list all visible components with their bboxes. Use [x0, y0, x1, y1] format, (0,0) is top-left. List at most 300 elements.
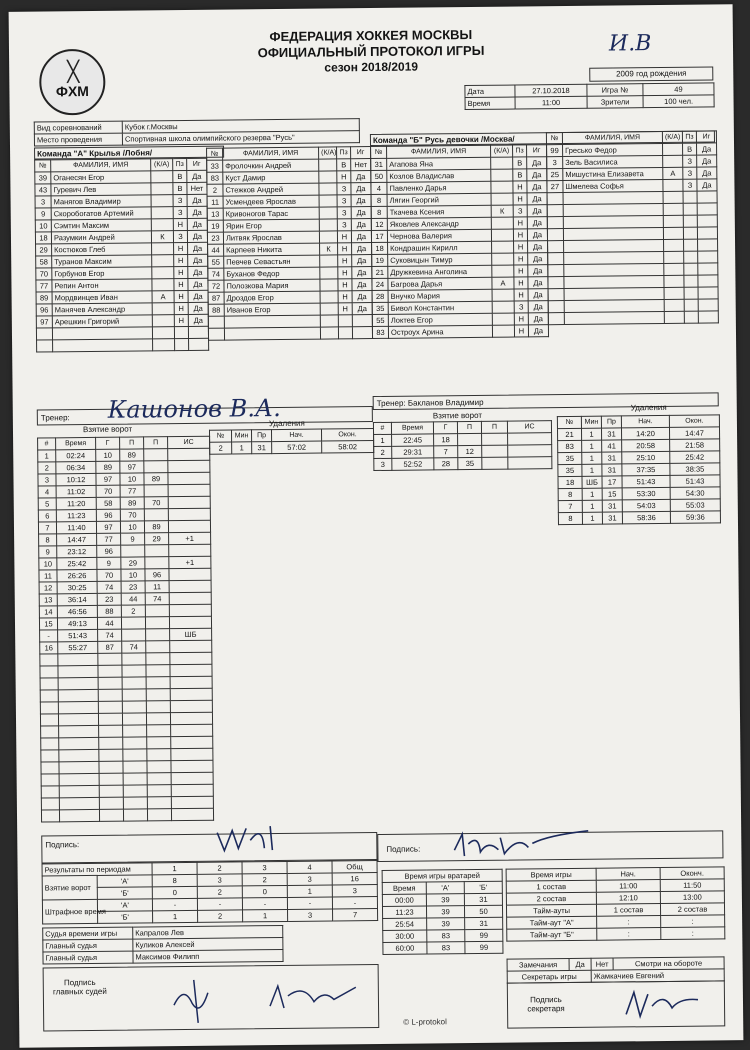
goals-a-cell: 11 — [145, 581, 169, 593]
team-a-right-cell — [320, 315, 338, 327]
goals-a-cell: 74 — [97, 581, 121, 593]
goals-a-cell — [99, 773, 123, 785]
team-b-left-cell: Н — [513, 229, 527, 241]
team-a-right-cell: З — [337, 183, 351, 195]
team-b-left-cell: Чернова Валерия — [387, 229, 491, 242]
team-b-left-cell — [492, 325, 514, 337]
team-b-left-cell — [492, 265, 514, 277]
penalties-b-cell: 51:43 — [670, 475, 720, 488]
secretary-name: Жамкачиев Евгений — [591, 969, 724, 982]
goals-a-cell: 36:14 — [57, 593, 97, 605]
team-b-right-header-cell: Иг — [696, 131, 716, 143]
handwritten-note: И.В — [608, 31, 652, 57]
sign-a-label: Подпись: — [45, 840, 80, 850]
penalties-a-header-cell: № — [209, 430, 231, 442]
goals-a-cell: 70 — [144, 497, 168, 509]
periods-value: 8 — [152, 874, 197, 886]
team-b-right-cell — [548, 241, 564, 253]
goals-a-cell — [171, 772, 213, 784]
team-b-left-header-cell: ФАМИЛИЯ, ИМЯ — [387, 145, 491, 158]
team-a-right-cell: Певчев Севастьян — [224, 255, 320, 268]
team-a-right-header-cell: (К/А) — [319, 147, 337, 159]
goals-a-cell: 89 — [144, 521, 168, 533]
penalties-b-cell: 8 — [558, 488, 582, 500]
team-b-left-cell: Н — [514, 313, 528, 325]
penalties-b-cell: 31 — [602, 452, 622, 464]
team-a-left-cell: 77 — [36, 280, 52, 292]
goals-a-cell — [123, 725, 147, 737]
penalties-b-cell: 41 — [602, 440, 622, 452]
goals-a-cell — [147, 725, 171, 737]
team-a-right-cell: Литвяк Ярослав — [223, 231, 319, 244]
team-a-right-cell: Н — [338, 255, 352, 267]
penalties-b-cell: 17 — [602, 476, 622, 488]
goals-a-cell: 14:47 — [57, 533, 97, 545]
penalties-b-cell: 38:35 — [670, 463, 720, 476]
team-a-left-cell: Манячев Александр — [52, 303, 152, 316]
goals-b-cell: 29:31 — [392, 446, 434, 458]
penalties-b-cell: 1 — [582, 488, 602, 500]
team-a-left-cell: Туранов Максим — [52, 255, 152, 268]
goals-a-cell — [41, 738, 59, 750]
team-a-right-cell — [319, 195, 337, 207]
goals-a-cell — [145, 545, 169, 557]
goals-a-cell — [170, 664, 212, 676]
goals-a-cell: 2 — [121, 605, 145, 617]
team-b-right-cell: Да — [697, 143, 717, 155]
team-a-right-cell — [319, 183, 337, 195]
team-b-left-cell: Дружкевина Анголина — [388, 265, 492, 278]
hockey-sticks-icon: ╳ — [67, 61, 80, 84]
team-b-right-header-cell: Пз — [682, 131, 696, 143]
goals-a-cell — [99, 737, 123, 749]
periods-team: 'А' — [97, 899, 152, 912]
goals-a-cell: - — [40, 630, 58, 642]
goals-a-cell — [122, 713, 146, 725]
team-a-left-cell — [153, 339, 175, 351]
official-name: Куликов Алексей — [133, 937, 283, 951]
team-b-right-cell — [664, 263, 684, 275]
team-a-right-cell: Нет — [351, 159, 371, 171]
goals-a-cell — [122, 653, 146, 665]
remarks-note: Смотри на обороте — [613, 957, 724, 970]
team-a-left-cell: 18 — [35, 232, 51, 244]
team-a-left-header-cell: Иг — [187, 158, 207, 170]
goals-a-cell: 89 — [144, 473, 168, 485]
team-a-left-cell — [189, 338, 209, 350]
goals-a-cell — [59, 785, 99, 797]
team-a-left-cell — [36, 328, 52, 340]
goals-a-cell — [121, 617, 145, 629]
goals-b-table — [373, 420, 553, 471]
period-col-header: 1 — [152, 862, 197, 874]
team-a-right-cell — [320, 255, 338, 267]
goals-a-cell — [147, 797, 171, 809]
periods-value: 3 — [288, 909, 333, 921]
team-b-right-cell — [564, 311, 664, 324]
venue-value: Спортивная школа олимпийского резерва "Русь" — [122, 131, 359, 145]
periods-value: - — [152, 898, 197, 910]
team-a-left-cell: 29 — [36, 244, 52, 256]
goals-a-cell — [58, 701, 98, 713]
goals-a-cell — [99, 749, 123, 761]
team-a-left-cell: З — [173, 206, 187, 218]
times-cell: : — [597, 928, 661, 941]
team-b-right-cell — [663, 155, 683, 167]
goalie-cell: 00:00 — [382, 894, 426, 906]
goals-a-cell: 3 — [38, 474, 56, 486]
goals-a-cell — [123, 785, 147, 797]
team-b-left-cell: 83 — [372, 326, 388, 338]
goals-a-cell: 96 — [145, 569, 169, 581]
penalties-b-cell: 18 — [558, 476, 582, 488]
times-cell: Тайм-аут "Б" — [507, 928, 597, 941]
goals-a-cell — [123, 809, 147, 821]
penalties-a-header-cell: Окон. — [321, 429, 373, 442]
official-row — [43, 949, 283, 964]
sign-b-row — [377, 830, 723, 862]
goals-a-cell — [146, 677, 170, 689]
goals-a-cell: 11 — [39, 570, 57, 582]
goals-a-header-cell: П — [144, 437, 168, 449]
team-b-left-cell: 19 — [372, 254, 388, 266]
goals-a-cell — [170, 688, 212, 700]
periods-value: - — [242, 897, 287, 909]
team-a-right-cell: Да — [352, 243, 372, 255]
team-b-roster-left — [370, 144, 549, 339]
team-b-left-cell: 8 — [371, 206, 387, 218]
official-name: Капралов Лев — [133, 925, 283, 939]
goals-a-cell — [122, 701, 146, 713]
comp-label: Вид соревнований — [34, 121, 122, 134]
team-a-right-cell: 11 — [207, 196, 223, 208]
team-a-left-cell: Разумкин Андрей — [51, 231, 151, 244]
goals-a-cell — [99, 725, 123, 737]
penalties-b-cell: 14:20 — [621, 427, 669, 440]
coach-a-label: Тренер: — [40, 413, 70, 423]
team-a-left-cell: Н — [173, 218, 187, 230]
goals-a-cell: 8 — [39, 534, 57, 546]
periods-team: 'А' — [97, 875, 152, 888]
team-a-left-cell: Сэмтин Максим — [51, 219, 151, 232]
team-a-right-header-cell: Иг — [351, 147, 371, 159]
period-col-header: Общ — [332, 861, 377, 873]
goals-b-row — [374, 457, 552, 471]
team-b-right-cell — [664, 311, 684, 323]
signature-a — [212, 822, 292, 853]
team-a-left-cell: Н — [174, 278, 188, 290]
goals-b-header-cell: Время — [391, 422, 433, 434]
coach-a-signature: Кашонов В.А. — [107, 393, 281, 424]
goals-a-cell — [58, 713, 98, 725]
penalties-b-cell: 35 — [558, 464, 582, 476]
team-a-right-cell — [319, 219, 337, 231]
footer-mark: © L-protokol — [403, 1017, 447, 1027]
penalties-b-cell: 8 — [558, 512, 582, 524]
goalie-cell: 83 — [427, 942, 465, 954]
team-a-left-cell: 9 — [35, 208, 51, 220]
team-a-right-cell: Да — [351, 207, 371, 219]
periods-value: - — [197, 898, 242, 910]
team-a-left-cell: Арешкин Григорий — [52, 315, 152, 328]
penalties-b-cell: 25:10 — [622, 451, 670, 464]
team-b-right-cell: З — [683, 167, 697, 179]
team-a-left-cell — [152, 303, 174, 315]
secretary-signature — [618, 984, 708, 1025]
goals-a-cell — [144, 485, 168, 497]
penalties-b-cell: 54:30 — [670, 487, 720, 500]
team-b-right-cell — [564, 275, 664, 288]
team-a-title: Команда "А" Крылья /Лобня/ — [34, 146, 224, 160]
team-a-right-header-cell: ФАМИЛИЯ, ИМЯ — [223, 147, 319, 160]
team-b-right-cell — [698, 251, 718, 263]
penalties-b-cell: 1 — [582, 452, 602, 464]
team-a-right-cell: Фролочкин Андрей — [223, 159, 319, 172]
goals-a-cell — [168, 460, 210, 472]
penalties-a-table — [209, 428, 374, 455]
goals-a-cell — [168, 484, 210, 496]
goals-a-cell: 96 — [97, 545, 121, 557]
goals-a-cell: 1 — [38, 450, 56, 462]
penalties-a-header-cell: Мин — [231, 430, 251, 442]
times-header-cell: Нач. — [596, 868, 660, 881]
team-a-left-cell: А — [152, 291, 174, 303]
team-b-right-cell — [664, 239, 684, 251]
competition-table — [34, 118, 360, 146]
team-b-right-cell — [564, 299, 664, 312]
team-a-right-row — [208, 327, 372, 341]
team-b-right-cell — [548, 313, 564, 325]
season-title: сезон 2018/2019 — [324, 59, 419, 75]
goals-a-cell: 02:24 — [56, 449, 96, 461]
goals-a-cell — [171, 748, 213, 760]
penalties-b-cell: 25:42 — [670, 451, 720, 464]
periods-row-label: Взятие ворот — [42, 875, 97, 900]
team-a-right-cell: Да — [351, 183, 371, 195]
goals-a-cell: 46:56 — [57, 605, 97, 617]
team-a-right-cell: 72 — [208, 280, 224, 292]
goals-a-cell: 10:12 — [56, 473, 96, 485]
times-cell: 2 состав — [506, 892, 596, 905]
goals-a-cell — [99, 785, 123, 797]
team-b-left-cell: Да — [528, 241, 548, 253]
times-cell: 1 состав — [596, 904, 660, 917]
goals-a-cell: 4 — [38, 486, 56, 498]
team-a-right-cell: Усмендеев Ярослав — [223, 195, 319, 208]
team-b-left-header-cell: № — [371, 146, 387, 158]
team-a-right-cell: Н — [337, 231, 351, 243]
team-a-right-cell: К — [320, 243, 338, 255]
protocol-sheet — [9, 4, 744, 1048]
team-a-right-cell: Н — [338, 303, 352, 315]
team-a-left-cell: Скоробогатов Артемий — [51, 207, 151, 220]
team-b-left-cell: Н — [514, 289, 528, 301]
team-b-left-cell: 35 — [372, 302, 388, 314]
team-b-right-cell — [684, 275, 698, 287]
goals-a-cell: ШБ — [170, 628, 212, 640]
team-b-left-cell: Да — [528, 253, 548, 265]
goals-a-cell — [123, 797, 147, 809]
team-a-right-cell — [224, 327, 320, 340]
times-cell: : — [661, 915, 725, 928]
goals-a-cell: 10 — [121, 569, 145, 581]
goals-a-cell — [170, 712, 212, 724]
goals-a-cell — [144, 449, 168, 461]
team-b-left-cell: 12 — [371, 218, 387, 230]
team-a-left-cell: Да — [187, 230, 207, 242]
remarks-label: Замечания — [507, 959, 569, 972]
team-b-left-cell — [492, 241, 514, 253]
team-a-right-cell: Полозкова Мария — [224, 279, 320, 292]
goals-a-cell: 11:02 — [56, 485, 96, 497]
penalties-a-cell: 2 — [210, 442, 232, 454]
team-a-right-cell — [208, 316, 224, 328]
goals-a-cell: 30:25 — [57, 581, 97, 593]
team-b-left-cell: Да — [528, 301, 548, 313]
goals-a-cell: 10 — [96, 449, 120, 461]
goalie-cell: 31 — [464, 893, 502, 905]
goals-a-cell — [145, 605, 169, 617]
goals-b-cell: 52:52 — [392, 458, 434, 470]
official-role: Главный судья — [43, 951, 133, 964]
team-b-left-header-cell: Иг — [527, 145, 547, 157]
team-b-right-cell: З — [683, 155, 697, 167]
goals-a-table — [37, 436, 214, 823]
penalties-b-cell: 58:36 — [622, 511, 670, 524]
goals-a-cell: 74 — [98, 629, 122, 641]
penalties-a-cell: 1 — [232, 442, 252, 454]
team-b-right-cell: 25 — [547, 169, 563, 181]
team-b-left-cell: З — [514, 301, 528, 313]
team-a-right-cell: Н — [338, 279, 352, 291]
penalties-b-cell: 1 — [582, 440, 602, 452]
penalties-b-cell: 1 — [582, 500, 602, 512]
team-a-left-header-cell: № — [35, 160, 51, 172]
team-a-left-cell — [151, 219, 173, 231]
goals-b-cell: 1 — [374, 434, 392, 446]
penalties-b-cell: 1 — [582, 464, 602, 476]
goals-a-cell: 77 — [120, 485, 144, 497]
goals-b-cell: 18 — [434, 434, 458, 446]
goals-a-cell: 9 — [39, 546, 57, 558]
team-b-left-cell: 50 — [371, 170, 387, 182]
team-a-left-cell — [151, 195, 173, 207]
periods-value: 1 — [243, 909, 288, 921]
goals-a-cell — [40, 690, 58, 702]
goals-a-cell — [98, 677, 122, 689]
team-b-left-cell: Да — [528, 313, 548, 325]
main-referee-sign-label: Подпись главных судей — [52, 977, 107, 997]
goals-a-cell — [169, 580, 211, 592]
team-a-left-cell: 70 — [36, 268, 52, 280]
penalties-a-cell: 31 — [252, 442, 272, 454]
goals-a-cell: 74 — [122, 641, 146, 653]
team-a-left-cell — [151, 207, 173, 219]
team-a-left-cell: Оганесян Егор — [51, 171, 151, 184]
team-a-right-cell — [319, 159, 337, 171]
goals-a-cell — [146, 641, 170, 653]
team-a-left-cell: Н — [174, 242, 188, 254]
goalie-cell: 39 — [426, 906, 464, 918]
team-a-right-cell: З — [337, 195, 351, 207]
goals-a-cell — [147, 737, 171, 749]
team-b-left-cell: Лягин Георгий — [387, 193, 491, 206]
team-b-right-header-cell: (К/А) — [662, 131, 682, 143]
times-cell: 13:00 — [660, 891, 724, 904]
goals-a-header-cell: Г — [96, 437, 120, 449]
goals-a-cell: 70 — [97, 569, 121, 581]
team-b-right-cell — [548, 301, 564, 313]
goals-a-cell — [98, 653, 122, 665]
team-b-right-cell — [684, 311, 698, 323]
team-b-right-cell — [663, 143, 683, 155]
goals-a-cell: 89 — [96, 461, 120, 473]
team-a-right-cell: Карпеев Никита — [224, 243, 320, 256]
period-col-header: 2 — [197, 862, 242, 874]
goals-a-cell — [121, 545, 145, 557]
team-a-left-cell: Н — [174, 266, 188, 278]
goals-b-header-cell: П — [481, 421, 507, 433]
penalties-b-cell: 7 — [558, 500, 582, 512]
goals-a-cell: 23 — [121, 581, 145, 593]
team-b-left-cell: 4 — [371, 182, 387, 194]
team-b-right-cell — [684, 263, 698, 275]
team-b-left-cell: 21 — [372, 266, 388, 278]
protocol-title: ОФИЦИАЛЬНЫЙ ПРОТОКОЛ ИГРЫ — [257, 42, 485, 61]
team-b-left-cell: Багрова Дарья — [388, 277, 492, 290]
goals-b-header-cell: Г — [433, 422, 457, 434]
team-b-right-cell — [697, 203, 717, 215]
goals-a-cell: 13 — [39, 594, 57, 606]
goals-a-cell — [168, 448, 210, 460]
team-a-left-header-cell: ФАМИЛИЯ, ИМЯ — [51, 159, 151, 172]
referee-signature-2 — [264, 979, 364, 1020]
team-a-right-cell: Да — [352, 267, 372, 279]
team-a-left-cell: 58 — [36, 256, 52, 268]
team-b-right-cell: Гресько Федор — [563, 143, 663, 156]
goals-b-title: Взятие ворот — [432, 410, 483, 421]
penalties-b-cell: 31 — [601, 428, 621, 440]
team-a-left-cell — [152, 255, 174, 267]
team-a-right-cell: 83 — [207, 172, 223, 184]
goalie-title: Время игры вратарей — [382, 869, 502, 882]
team-a-left-cell: Да — [187, 194, 207, 206]
goals-a-cell: 97 — [96, 473, 120, 485]
team-b-left-cell: Да — [527, 169, 547, 181]
times-cell: 2 состав — [660, 903, 724, 916]
team-a-left-cell — [188, 326, 208, 338]
official-role: Главный судья — [43, 939, 133, 952]
goals-b-cell — [508, 433, 552, 445]
team-a-left-cell — [152, 327, 174, 339]
goals-a-cell — [58, 665, 98, 677]
team-b-right-cell — [663, 179, 683, 191]
team-a-right-cell: Да — [351, 231, 371, 243]
team-a-right-cell: 88 — [208, 304, 224, 316]
team-b-left-cell — [491, 169, 513, 181]
team-a-right-cell: З — [337, 207, 351, 219]
periods-value: 0 — [152, 886, 197, 898]
goals-a-cell — [147, 749, 171, 761]
goals-a-cell: 88 — [97, 605, 121, 617]
team-a-left-cell: Да — [187, 218, 207, 230]
team-a-left-cell: Да — [188, 254, 208, 266]
goals-a-cell: 89 — [120, 449, 144, 461]
team-a-left-cell — [151, 183, 173, 195]
team-a-roster-left — [34, 158, 209, 353]
team-a-right-cell: 55 — [208, 256, 224, 268]
goals-a-cell — [59, 737, 99, 749]
